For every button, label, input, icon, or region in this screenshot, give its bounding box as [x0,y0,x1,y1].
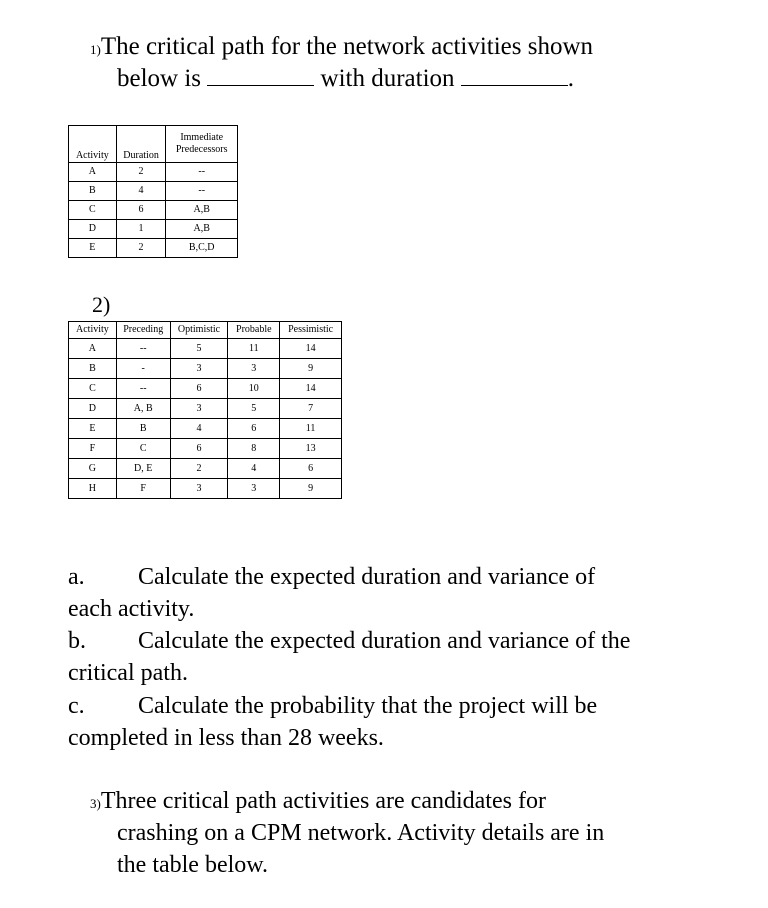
cell: F [69,439,117,459]
table-row [69,339,342,359]
part-text: Calculate the expected duration and variance of the [138,628,631,654]
part-label: a. [68,564,85,590]
cell: E [69,419,117,439]
q1-table-header [69,126,238,163]
cell: C [69,379,117,399]
cell: -- [116,339,170,359]
table-row [69,201,238,220]
table-row [69,182,238,201]
cell: 4 [228,459,280,479]
table-row [69,459,342,479]
cell: 2 [116,239,166,258]
q1-text-with-duration: with duration [320,65,455,92]
q1-blank-path[interactable] [207,65,314,86]
table-row [69,379,342,399]
cell: 14 [280,379,342,399]
table-row [69,359,342,379]
table-row [69,239,238,258]
table-row [69,479,342,499]
cell: 1 [116,220,166,239]
cell: 4 [170,419,228,439]
q1-blank-duration[interactable] [461,65,568,86]
cell: G [69,459,117,479]
q3-line3: the table below. [117,852,269,878]
q1-line2 [117,64,574,94]
cell: -- [166,163,238,182]
cell: 10 [228,379,280,399]
cell: A, B [116,399,170,419]
cell: 11 [228,339,280,359]
part-text: Calculate the expected duration and variance of [138,564,596,590]
cell: 3 [170,399,228,419]
cell: 2 [116,163,166,182]
cell: 9 [280,359,342,379]
cell: 3 [228,479,280,499]
q3-line2: crashing on a CPM network. Activity details are in [117,820,605,846]
cell: C [69,201,117,220]
cell: B [116,419,170,439]
q1-period: . [567,65,575,92]
cell: D, E [116,459,170,479]
q1-table [68,125,238,258]
cell: B [69,359,117,379]
header-cell: Probable [228,322,280,339]
header-cell: Immediate Predecessors [166,126,238,163]
table-row [69,163,238,182]
q1-number: 1) [90,42,101,57]
q2-part-a [68,561,595,625]
q3-line1 [90,786,546,819]
table-row [69,439,342,459]
part-text-cont: completed in less than 28 weeks. [68,725,384,751]
cell: F [116,479,170,499]
header-cell: Preceding [116,322,170,339]
cell: 13 [280,439,342,459]
cell: 6 [228,419,280,439]
q1-text-below-is: below is [117,65,202,92]
cell: A,B [166,220,238,239]
cell: 5 [228,399,280,419]
cell: -- [116,379,170,399]
header-cell: Activity [69,126,117,163]
cell: 11 [280,419,342,439]
cell: H [69,479,117,499]
q2-part-b [68,625,630,689]
cell: 9 [280,479,342,499]
part-label: c. [68,693,85,719]
q2-part-c [68,690,597,754]
cell: 6 [116,201,166,220]
cell: 14 [280,339,342,359]
cell: 2 [170,459,228,479]
cell: C [116,439,170,459]
cell: 6 [170,439,228,459]
q2-table-header [69,322,342,339]
cell: A [69,339,117,359]
cell: B,C,D [166,239,238,258]
cell: A [69,163,117,182]
table-row [69,419,342,439]
table-row [69,399,342,419]
header-cell: Duration [116,126,166,163]
cell: -- [166,182,238,201]
cell: 4 [116,182,166,201]
cell: 3 [228,359,280,379]
cell: 7 [280,399,342,419]
cell: A,B [166,201,238,220]
cell: - [116,359,170,379]
cell: 5 [170,339,228,359]
part-text-cont: each activity. [68,596,195,622]
header-cell: Optimistic [170,322,228,339]
cell: 3 [170,359,228,379]
cell: B [69,182,117,201]
header-cell: Activity [69,322,117,339]
cell: 6 [280,459,342,479]
cell: E [69,239,117,258]
cell: 8 [228,439,280,459]
q3-number: 3) [90,796,101,811]
part-label: b. [68,628,86,654]
table-row [69,220,238,239]
cell: D [69,220,117,239]
part-text: Calculate the probability that the project will be [138,693,598,719]
cell: 6 [170,379,228,399]
cell: D [69,399,117,419]
q2-table [68,321,342,499]
q3-text-line1: Three critical path activities are candidates for [100,788,546,814]
q2-number: 2) [92,292,111,317]
part-text-cont: critical path. [68,660,188,686]
q1-line1 [90,32,593,65]
cell: 3 [170,479,228,499]
header-cell: Pessimistic [280,322,342,339]
q1-text-line1: The critical path for the network activities shown [100,33,594,60]
